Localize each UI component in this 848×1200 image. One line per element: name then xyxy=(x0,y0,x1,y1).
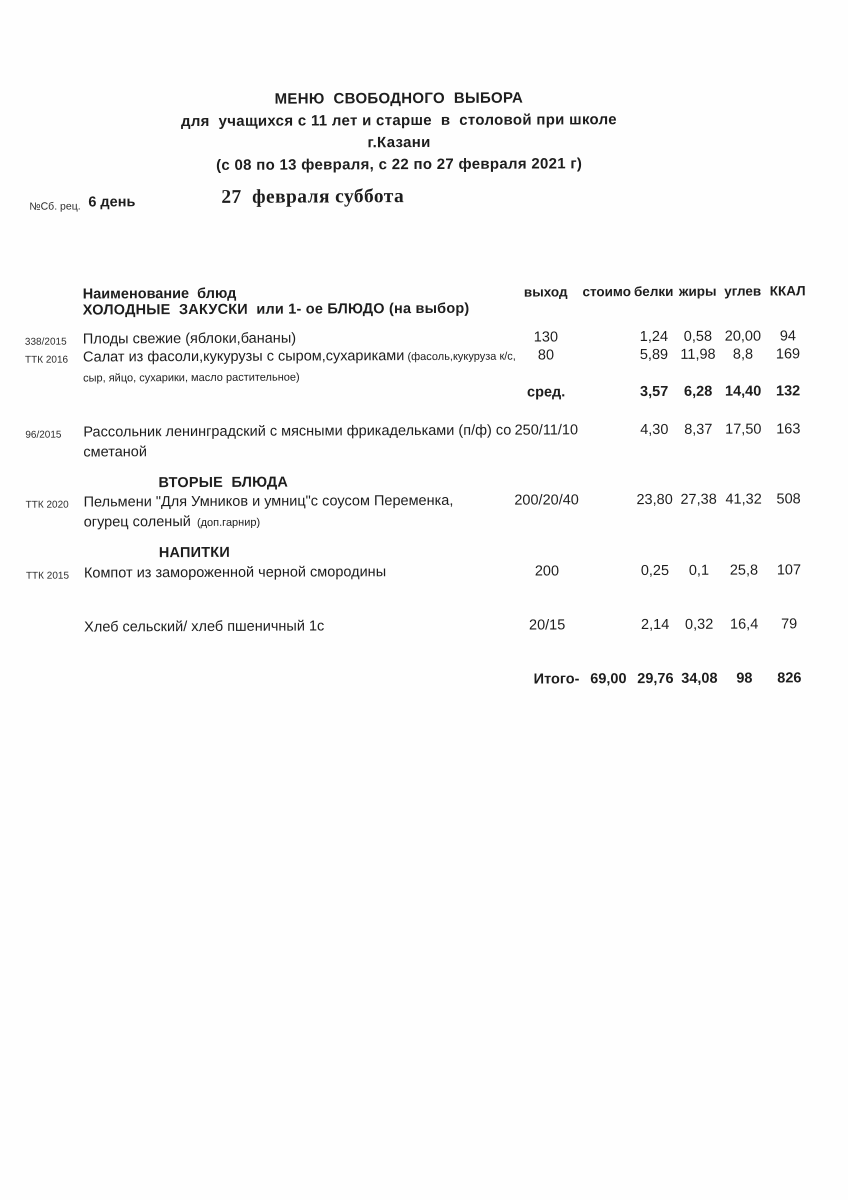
total-carbs-value: 98 xyxy=(736,670,753,687)
total-fat-value: 34,08 xyxy=(681,670,718,687)
column-header-protein: белки xyxy=(633,283,674,300)
dish-name-line2: сметаной xyxy=(83,444,147,461)
dish-name: Хлеб сельский/ хлеб пшеничный 1с xyxy=(84,618,325,636)
fat-value: 0,32 xyxy=(684,616,714,633)
column-header-portion: выход xyxy=(523,284,568,300)
dish-garnish-note: (доп.гарнир) xyxy=(190,516,261,530)
protein-value: 3,57 xyxy=(639,383,669,401)
column-header-dish-name: Наименование блюд xyxy=(82,285,237,303)
calories-value: 132 xyxy=(775,383,801,400)
totals-row xyxy=(1,668,848,688)
fat-value: 0,1 xyxy=(688,562,710,579)
recipe-code: ТТК 2020 xyxy=(25,499,69,511)
recipe-code: 96/2015 xyxy=(25,429,62,441)
carbs-value: 17,50 xyxy=(725,421,762,438)
protein-value: 5,89 xyxy=(639,346,669,364)
calories-value: 508 xyxy=(776,491,801,508)
recipe-code: ТТК 2015 xyxy=(25,570,70,582)
menu-row xyxy=(0,419,848,461)
fat-value: 27,38 xyxy=(680,491,717,508)
menu-title-block xyxy=(149,87,649,177)
calories-value: 94 xyxy=(779,328,796,345)
carbs-value: 25,8 xyxy=(729,562,759,579)
column-header-carbs: углев xyxy=(724,283,762,299)
portion-value: 20/15 xyxy=(528,617,566,634)
protein-value: 4,30 xyxy=(640,421,669,439)
protein-value: 0,25 xyxy=(640,562,670,580)
section-title-cold-starters: ХОЛОДНЫЕ ЗАКУСКИ или 1- ое БЛЮДО (на выбор) xyxy=(82,300,470,319)
section-title-drinks: НАПИТКИ xyxy=(158,544,230,562)
table-header-row xyxy=(0,281,848,303)
carbs-value: 16,4 xyxy=(729,616,759,633)
total-cost-value: 69,00 xyxy=(590,671,627,688)
recipe-code: ТТК 2016 xyxy=(24,354,69,366)
protein-value: 23,80 xyxy=(636,491,673,509)
dish-name xyxy=(83,421,519,463)
day-number-label: 6 день xyxy=(88,194,136,211)
recipe-code: 338/2015 xyxy=(24,336,67,348)
calories-value: 163 xyxy=(776,421,801,438)
menu-title: МЕНЮ СВОБОДНОГО ВЫБОРА xyxy=(274,89,524,108)
carbs-value: 20,00 xyxy=(724,328,762,345)
menu-row xyxy=(1,489,848,531)
dish-name-line1: Салат из фасоли,кукурузы с сыром,сухариками xyxy=(82,348,405,366)
dish-name-line1: Пельмени "Для Умников и умниц"с соусом Переменка, xyxy=(83,492,454,511)
protein-value: 1,24 xyxy=(639,328,669,346)
dish-name: Плоды свежие (яблоки,бананы) xyxy=(82,330,297,348)
fat-value: 0,58 xyxy=(683,328,713,345)
total-protein-value: 29,76 xyxy=(637,670,674,688)
menu-date-range: (с 08 по 13 февраля, с 22 по 27 февраля 2021 г) xyxy=(216,155,583,174)
column-header-fat: жиры xyxy=(678,283,717,299)
menu-subtitle: для учащихся с 11 лет и старше в столовой при школе г.Казани xyxy=(180,111,622,152)
carbs-value: 14,40 xyxy=(724,383,762,400)
column-header-cost: стоимо xyxy=(582,284,632,300)
total-calories-value: 826 xyxy=(777,670,802,687)
protein-value: 2,14 xyxy=(640,616,670,634)
carbs-value: 8,8 xyxy=(732,346,754,363)
portion-value: 200/20/40 xyxy=(514,492,579,509)
menu-row xyxy=(1,614,848,636)
portion-value: 200 xyxy=(534,563,560,580)
portion-value: 130 xyxy=(533,329,559,346)
calories-value: 79 xyxy=(781,616,798,633)
dish-name-line1: Рассольник ленинградский с мясными фрикадельками (п/ф) со xyxy=(83,422,512,441)
fat-value: 6,28 xyxy=(683,383,713,400)
date-heading: 27 февраля суббота xyxy=(221,186,405,208)
menu-row xyxy=(1,560,848,582)
menu-row xyxy=(0,326,848,348)
column-header-calories: ККАЛ xyxy=(769,283,806,299)
totals-label: Итого- xyxy=(533,671,580,688)
calories-value: 107 xyxy=(776,562,802,579)
portion-value: 80 xyxy=(537,347,555,364)
recipe-book-ref-label: №Сб. рец. xyxy=(29,200,81,213)
average-label: сред. xyxy=(526,384,566,401)
dish-name xyxy=(83,346,519,389)
fat-value: 8,37 xyxy=(684,421,713,438)
dish-name: Компот из замороженной черной смородины xyxy=(83,564,387,582)
carbs-value: 41,32 xyxy=(725,491,762,508)
dish-name xyxy=(84,491,520,534)
dish-ingredients-line2: сыр, яйцо, сухарики, масло растительное) xyxy=(83,371,300,385)
portion-value: 250/11/10 xyxy=(514,422,579,439)
calories-value: 169 xyxy=(775,346,801,363)
dish-name-line2: огурец соленый xyxy=(83,514,191,531)
fat-value: 11,98 xyxy=(680,346,716,363)
section-title-second-courses: ВТОРЫЕ БЛЮДА xyxy=(158,474,289,492)
dish-ingredients-inline: (фасоль,кукуруза к/с, xyxy=(404,350,516,364)
